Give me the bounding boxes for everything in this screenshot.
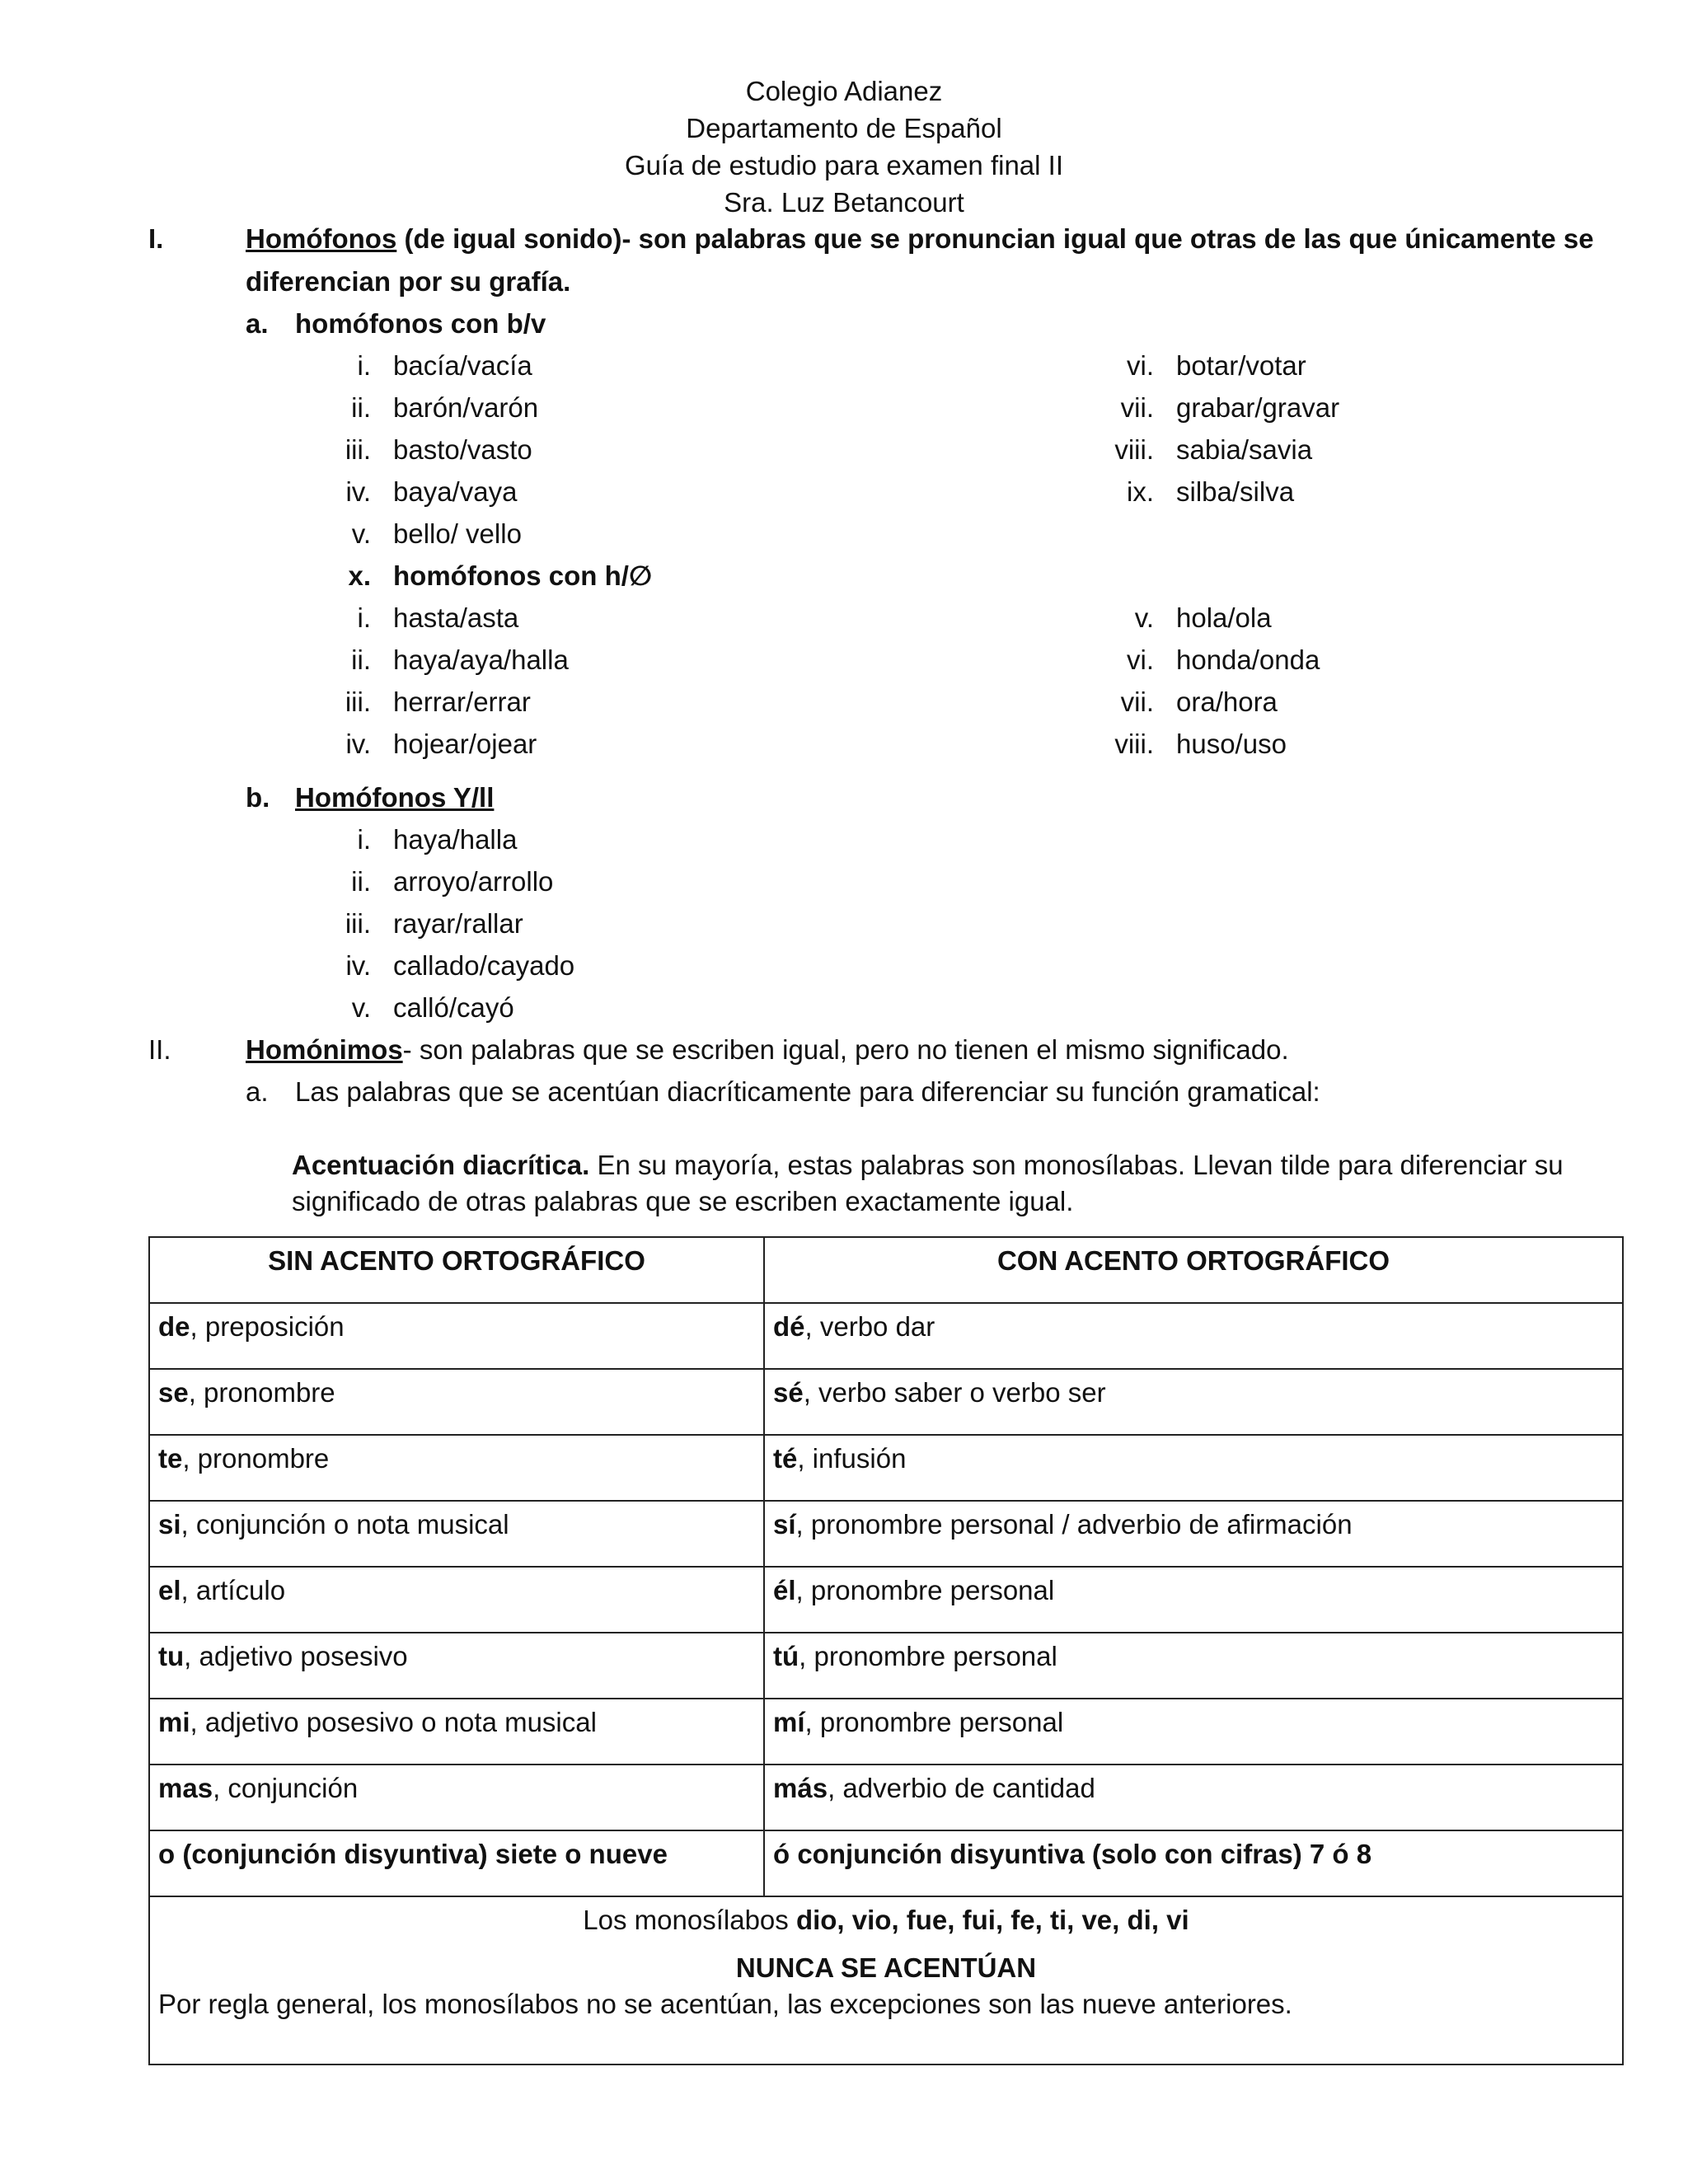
- list-item: hojear/ojear: [393, 729, 537, 759]
- list-item-number: viii.: [1114, 729, 1154, 759]
- list-item: callado/cayado: [393, 950, 575, 981]
- table-row: [149, 1501, 1623, 1567]
- table-footer-cell: [149, 1896, 1623, 2064]
- word-function: , conjunción: [213, 1773, 359, 1803]
- section-1-definition-line1: (de igual sonido)- son palabras que se pronuncian igual que otras de las que únicamente se: [396, 223, 1594, 254]
- list-item: haya/aya/halla: [393, 644, 569, 675]
- word-function: , preposición: [190, 1311, 345, 1342]
- list-item-number: iv.: [345, 476, 371, 507]
- column-header-without-accent: SIN ACENTO ORTOGRÁFICO: [149, 1237, 764, 1303]
- list-item-number: v.: [351, 992, 371, 1023]
- subsection-b-letter: b.: [246, 782, 270, 813]
- list-item-number: vi.: [1127, 350, 1154, 381]
- list-item: grabar/gravar: [1176, 392, 1340, 423]
- list-item-number: vi.: [1127, 644, 1154, 675]
- table-row: [149, 1765, 1623, 1830]
- list-item: bacía/vacía: [393, 350, 532, 381]
- table-cell: [149, 1699, 764, 1765]
- table-row: [149, 1699, 1623, 1765]
- word-bold: mí: [773, 1707, 805, 1737]
- table-footer-row: [149, 1896, 1623, 2064]
- table-row: [149, 1435, 1623, 1501]
- list-item: haya/halla: [393, 824, 518, 855]
- table-cell: [764, 1567, 1623, 1633]
- list-item-number: i.: [357, 824, 371, 855]
- list-item: barón/varón: [393, 392, 539, 423]
- section-2-heading: [246, 1032, 1289, 1068]
- subsection-x-title: homófonos con h/∅: [393, 560, 653, 591]
- word-function: , verbo saber o verbo ser: [803, 1377, 1106, 1408]
- word-function: , conjunción o nota musical: [181, 1509, 509, 1540]
- word-bold: sí: [773, 1509, 796, 1540]
- word-bold: té: [773, 1443, 798, 1474]
- word-function: , pronombre personal: [799, 1641, 1057, 1671]
- table-cell: [764, 1303, 1623, 1369]
- list-item: honda/onda: [1176, 644, 1320, 675]
- table-cell: [149, 1765, 764, 1830]
- list-item: botar/votar: [1176, 350, 1306, 381]
- word-function: , adverbio de cantidad: [828, 1773, 1095, 1803]
- word-bold: dé: [773, 1311, 805, 1342]
- word-function: , pronombre: [182, 1443, 330, 1474]
- word-bold: tú: [773, 1641, 799, 1671]
- diacritic-paragraph-text: En su mayoría, estas palabras son monosílabas. Llevan tilde para diferenciar su: [589, 1150, 1564, 1180]
- word-function: , pronombre personal: [804, 1707, 1064, 1737]
- footer-title: NUNCA SE ACENTÚAN: [735, 1952, 1037, 1983]
- word-function: , verbo dar: [804, 1311, 935, 1342]
- table-cell: ó conjunción disyuntiva (solo con cifras) 7 ó 8: [764, 1830, 1623, 1896]
- footer-intro: Los monosílabos: [583, 1905, 796, 1935]
- diacritic-paragraph-line1: [292, 1147, 1564, 1183]
- table-row: [149, 1369, 1623, 1435]
- list-item-number: iii.: [345, 687, 371, 717]
- word-function: , adjetivo posesivo: [184, 1641, 408, 1671]
- word-function: , artículo: [181, 1575, 286, 1605]
- list-item-number: iv.: [345, 729, 371, 759]
- list-item-number: ii.: [351, 866, 371, 897]
- list-item-number: v.: [1134, 602, 1154, 633]
- word-function: , infusión: [797, 1443, 907, 1474]
- list-item-number: i.: [357, 602, 371, 633]
- subsection-b-title: Homófonos Y/ll: [295, 782, 495, 813]
- table-cell: [764, 1765, 1623, 1830]
- word-function: , pronombre personal / adverbio de afirmación: [795, 1509, 1353, 1540]
- list-item-number: viii.: [1114, 434, 1154, 465]
- word-function: , adjetivo posesivo o nota musical: [190, 1707, 597, 1737]
- list-item-number: ix.: [1127, 476, 1154, 507]
- word-bold: de: [158, 1311, 190, 1342]
- list-item: huso/uso: [1176, 729, 1287, 759]
- list-item: bello/ vello: [393, 518, 522, 549]
- list-item-number: ii.: [351, 644, 371, 675]
- teacher-name: Sra. Luz Betancourt: [724, 187, 964, 218]
- section-2-definition: - son palabras que se escriben igual, pero no tienen el mismo significado.: [402, 1034, 1289, 1065]
- word-bold: si: [158, 1509, 181, 1540]
- school-name: Colegio Adianez: [745, 76, 943, 106]
- list-item: arroyo/arrollo: [393, 866, 554, 897]
- diacritic-paragraph-line2: significado de otras palabras que se escriben exactamente igual.: [292, 1186, 1074, 1216]
- table-cell: o (conjunción disyuntiva) siete o nueve: [149, 1830, 764, 1896]
- list-item-number: iii.: [345, 908, 371, 939]
- table-cell: [149, 1435, 764, 1501]
- word-bold: mas: [158, 1773, 213, 1803]
- list-item-number: i.: [357, 350, 371, 381]
- section-1-numeral: I.: [148, 223, 164, 254]
- list-item-number: ii.: [351, 392, 371, 423]
- word-bold: más: [773, 1773, 828, 1803]
- section-1-term: Homófonos: [246, 223, 397, 254]
- table-cell: [149, 1633, 764, 1699]
- list-item: herrar/errar: [393, 687, 531, 717]
- list-item: hola/ola: [1176, 602, 1272, 633]
- word-bold: el: [158, 1575, 181, 1605]
- table-cell: [764, 1369, 1623, 1435]
- subsection-a-title: homófonos con b/v: [295, 308, 546, 339]
- guide-title: Guía de estudio para examen final II: [625, 150, 1063, 180]
- word-bold: tu: [158, 1641, 185, 1671]
- table-cell: [149, 1369, 764, 1435]
- footer-monosyllables: dio, vio, fue, fui, fe, ti, ve, di, vi: [795, 1905, 1189, 1935]
- word-bold: sé: [773, 1377, 804, 1408]
- table-cell: [149, 1501, 764, 1567]
- list-item: calló/cayó: [393, 992, 514, 1023]
- word-function: , pronombre personal: [795, 1575, 1055, 1605]
- document-header: [0, 73, 1688, 221]
- table-cell: [149, 1303, 764, 1369]
- table-row: [149, 1633, 1623, 1699]
- list-item: baya/vaya: [393, 476, 518, 507]
- word-bold: mi: [158, 1707, 190, 1737]
- diacritic-term: Acentuación diacrítica.: [292, 1150, 590, 1180]
- list-item-number: iv.: [345, 950, 371, 981]
- footer-rule: Por regla general, los monosílabos no se acentúan, las excepciones son las nueve anteriores.: [158, 1989, 1292, 2019]
- section-2-a-letter: a.: [246, 1076, 269, 1107]
- list-item-number: vii.: [1120, 687, 1154, 717]
- department-name: Departamento de Español: [686, 113, 1002, 143]
- table-cell: [764, 1699, 1623, 1765]
- section-2-numeral: II.: [148, 1034, 171, 1065]
- word-bold: él: [773, 1575, 796, 1605]
- column-header-with-accent: CON ACENTO ORTOGRÁFICO: [764, 1237, 1623, 1303]
- word-bold: se: [158, 1377, 189, 1408]
- list-item-number: v.: [351, 518, 371, 549]
- subsection-a-letter: a.: [246, 308, 269, 339]
- table-cell: [764, 1633, 1623, 1699]
- table-header-row: [149, 1237, 1623, 1303]
- section-2-a-text: Las palabras que se acentúan diacríticamente para diferenciar su función gramatical:: [295, 1076, 1320, 1107]
- word-function: , pronombre: [188, 1377, 335, 1408]
- table-cell: [764, 1435, 1623, 1501]
- table-row: [149, 1303, 1623, 1369]
- diacritic-accent-table: [148, 1236, 1624, 2065]
- word-bold: te: [158, 1443, 183, 1474]
- list-item-number: iii.: [345, 434, 371, 465]
- section-2-term: Homónimos: [246, 1034, 403, 1065]
- list-item: hasta/asta: [393, 602, 519, 633]
- list-item: silba/silva: [1176, 476, 1295, 507]
- table-cell: [149, 1567, 764, 1633]
- list-item: rayar/rallar: [393, 908, 523, 939]
- table-row: [149, 1567, 1623, 1633]
- footer-line-1: [158, 1902, 1614, 1938]
- section-1-heading: [246, 221, 1594, 257]
- table-cell: [764, 1501, 1623, 1567]
- section-1-definition-line2: diferencian por su grafía.: [246, 266, 571, 297]
- list-item-number: vii.: [1120, 392, 1154, 423]
- subsection-x-number: x.: [348, 560, 371, 591]
- list-item: ora/hora: [1176, 687, 1278, 717]
- list-item: basto/vasto: [393, 434, 532, 465]
- table-row: [149, 1830, 1623, 1896]
- list-item: sabia/savia: [1176, 434, 1313, 465]
